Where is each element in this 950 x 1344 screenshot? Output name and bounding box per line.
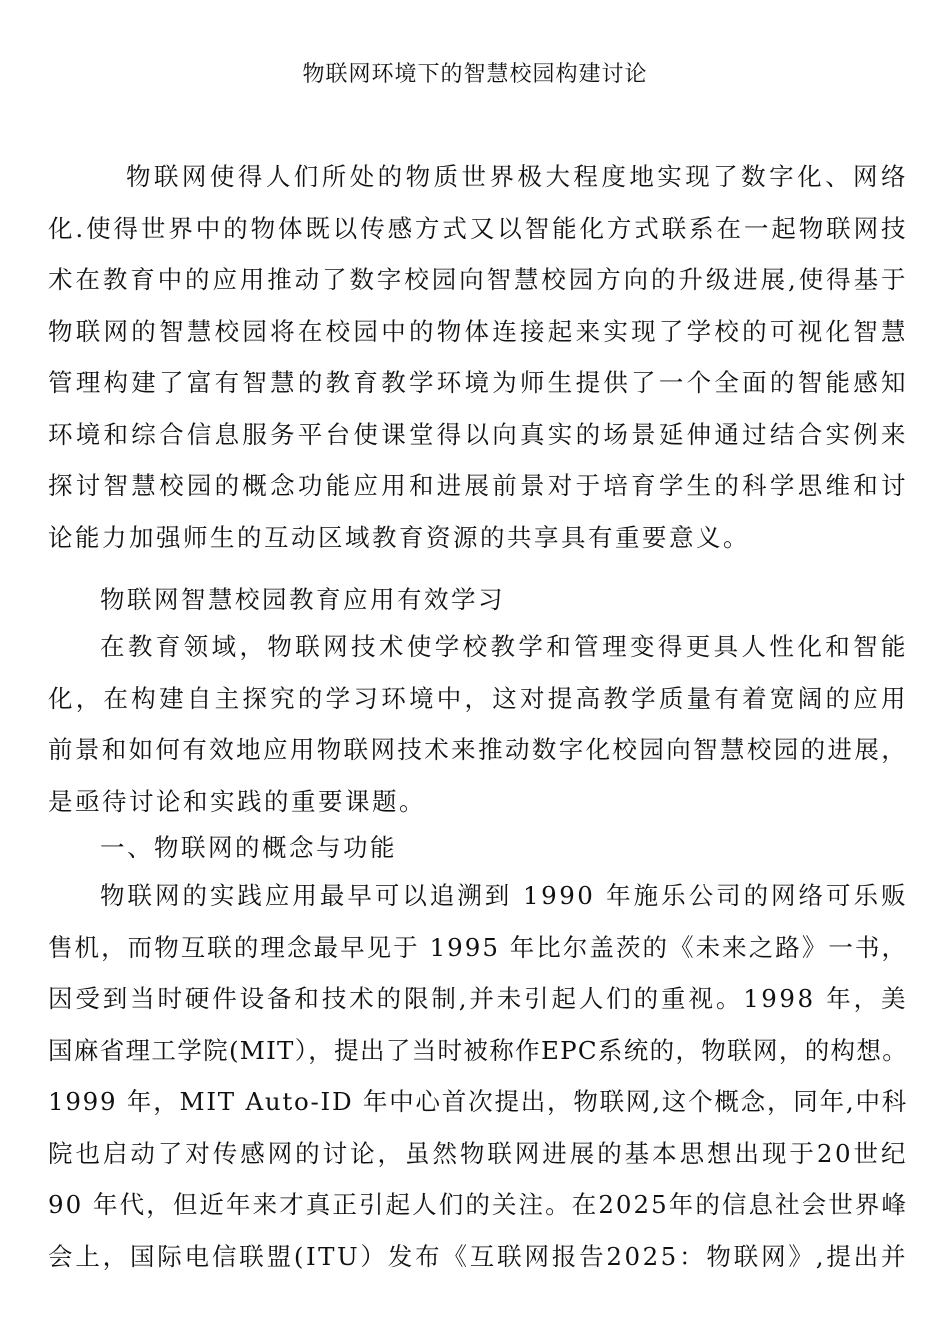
section1-line: 会上，国际电信联盟(ITU）发布《互联网报告2025：物联网》,提出并 [48, 1241, 908, 1271]
abstract-line: 论能力加强师生的互动区域教育资源的共享具有重要意义。 [48, 522, 750, 552]
abstract-line: 探讨智慧校园的概念功能应用和进展前景对于培育学生的科学思维和讨 [48, 471, 908, 500]
section1-line: 国麻省理工学院(MIT），提出了当时被称作EPC系统的，物联网，的构想。 [48, 1035, 908, 1065]
document-title: 物联网环境下的智慧校园构建讨论 [302, 62, 648, 87]
abstract-paragraph [48, 151, 908, 563]
intro-line: 是亟待讨论和实践的重要课题。 [48, 786, 426, 816]
section1-line: 售机，而物互联的理念最早见于 1995 年比尔盖茨的《未来之路》一书， [48, 932, 908, 962]
intro-line: 前景和如何有效地应用物联网技术来推动数字化校园向智慧校园的进展， [48, 735, 908, 764]
section1-line: 1999 年，MIT Auto-ID 年中心首次提出，物联网,这个概念，同年,中科 [48, 1087, 908, 1116]
abstract-line: 环境和综合信息服务平台使课堂得以向真实的场景延伸通过结合实例来 [48, 419, 908, 449]
section1-line: 90 年代，但近年来才真正引起人们的关注。在2025年的信息社会世界峰 [48, 1190, 908, 1219]
section-heading-text: 一、物联网的概念与功能 [100, 833, 397, 862]
section1-line: 物联网的实践应用最早可以追溯到 1990 年施乐公司的网络可乐贩 [100, 881, 908, 910]
intro-line: 在教育领域，物联网技术使学校教学和管理变得更具人性化和智能 [100, 632, 908, 661]
abstract-line: 管理构建了富有智慧的教育教学环境为师生提供了一个全面的智能感知 [48, 368, 908, 397]
section1-paragraph [48, 870, 908, 1282]
keywords-text: 物联网智慧校园教育应用有效学习 [100, 585, 505, 614]
section-heading [48, 822, 908, 874]
abstract-line: 化.使得世界中的物体既以传感方式又以智能化方式联系在一起物联网技 [48, 213, 908, 243]
intro-paragraph [48, 621, 908, 827]
abstract-line: 物联网的智慧校园将在校园中的物体连接起来实现了学校的可视化智慧 [48, 316, 908, 346]
abstract-line: 术在教育中的应用推动了数字校园向智慧校园方向的升级进展,使得基于 [48, 265, 908, 294]
keywords-line [48, 574, 908, 626]
abstract-line: 物联网使得人们所处的物质世界极大程度地实现了数字化、网络 [126, 162, 908, 191]
section1-line: 院也启动了对传感网的讨论，虽然物联网进展的基本思想出现于20世纪 [48, 1138, 908, 1168]
intro-line: 化，在构建自主探究的学习环境中，这对提高教学质量有着宽阔的应用 [48, 683, 908, 713]
section1-line: 因受到当时硬件设备和技术的限制,并未引起人们的重视。1998 年，美 [48, 984, 908, 1013]
